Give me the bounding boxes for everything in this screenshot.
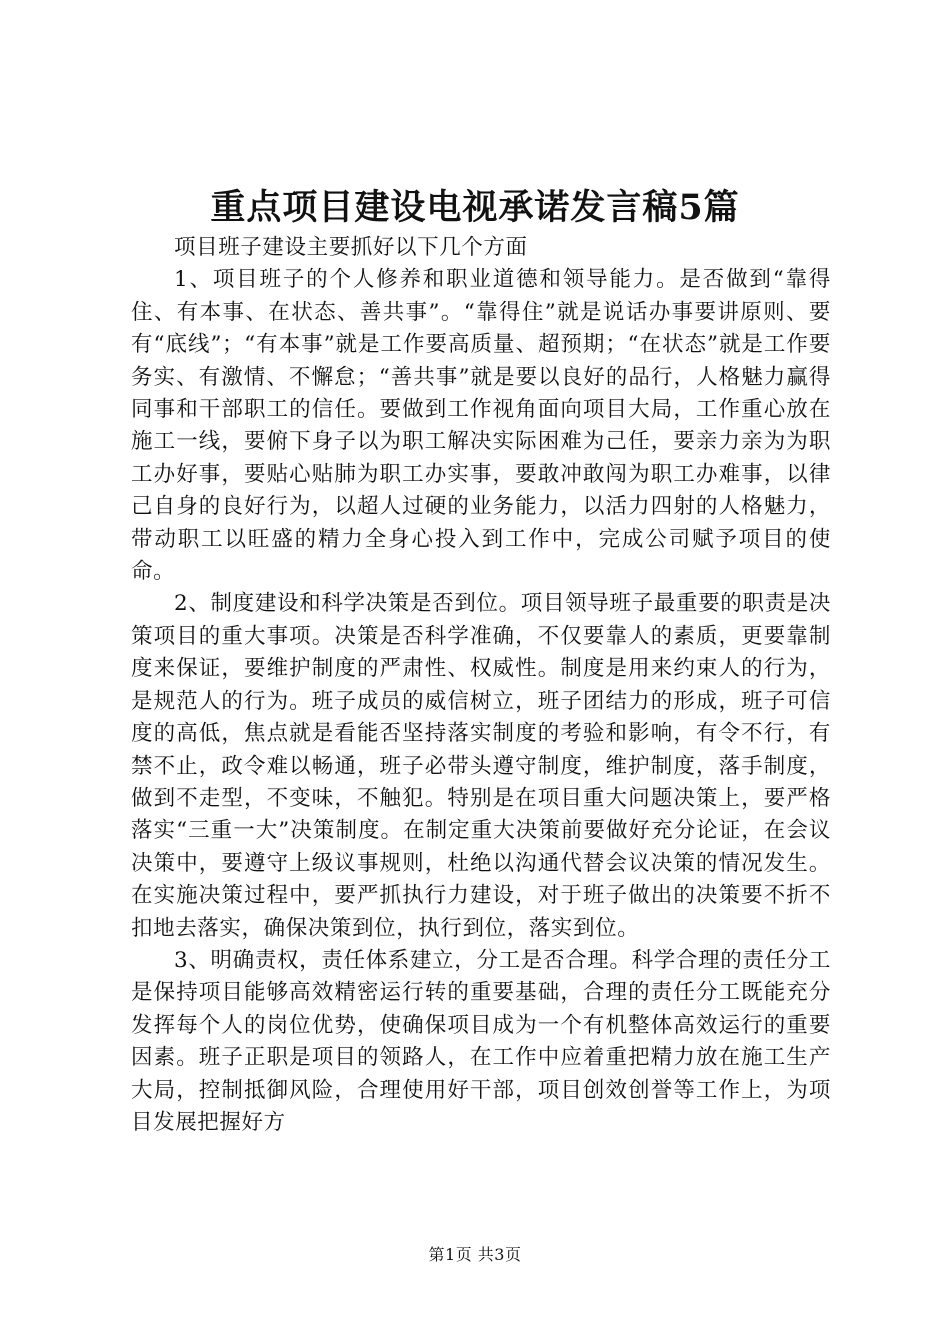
paragraph-1: 1、项目班子的个人修养和职业道德和领导能力。是否做到“靠得住、有本事、在状态、善共事”。“靠得住”就是说话办事要讲原则、要有“底线”；“有本事”就是工作要高质量、超预期；“在状态”就是工作要务实、有激情、不懈怠；“善共事”就是要以良好的品行，人格魅力赢得同事和干部职工的信任。要做到工作视角面向项目大局，工作重心放在施工一线，要俯下身子以为职工解决实际困难为己任，要亲力亲为为职工办好事，要贴心贴肺为职工办实事，要敢冲敢闯为职工办难事，以律己自身的良好行为，以超人过硬的业务能力，以活力四射的人格魅力，带动职工以旺盛的精力全身心投入到工作中，完成公司赋予项目的使命。 xyxy=(131,267,831,585)
paragraph-3: 3、明确责权，责任体系建立，分工是否合理。科学合理的责任分工是保持项目能够高效精密运行转的重要基础，合理的责任分工既能充分发挥每个人的岗位优势，使确保项目成为一个有机整体高效运行的重要因素。班子正职是项目的领路人，在工作中应着重把精力放在施工生产大局，控制抵御风险，合理使用好干部，项目创效创誉等工作上，为项目发展把握好方 xyxy=(131,947,831,1135)
document-title: 重点项目建设电视承诺发言稿5篇 xyxy=(210,187,740,228)
paragraph-2: 2、制度建设和科学决策是否到位。项目领导班子最重要的职责是决策项目的重大事项。决策是否科学准确，不仅要靠人的素质，更要靠制度来保证，要维护制度的严肃性、权威性。制度是用来约束人的行为，是规范人的行为。班子成员的威信树立，班子团结力的形成，班子可信度的高低，焦点就是看能否坚持落实制度的考验和影响，有令不行，有禁不止，政令难以畅通，班子必带头遵守制度，维护制度，落手制度，做到不走型，不变味，不触犯。特别是在项目重大问题决策上，要严格落实“三重一大”决策制度。在制定重大决策前要做好充分论证，在会议决策中，要遵守上级议事规则，杜绝以沟通代替会议决策的情况发生。在实施决策过程中，要严抓执行力建设，对于班子做出的决策要不折不扣地去落实，确保决策到位，执行到位，落实到位。 xyxy=(131,591,831,941)
document-body xyxy=(131,232,831,1139)
page-footer: 第1页 共3页 xyxy=(428,1245,522,1264)
paragraph-intro: 项目班子建设主要抓好以下几个方面 xyxy=(174,235,528,260)
